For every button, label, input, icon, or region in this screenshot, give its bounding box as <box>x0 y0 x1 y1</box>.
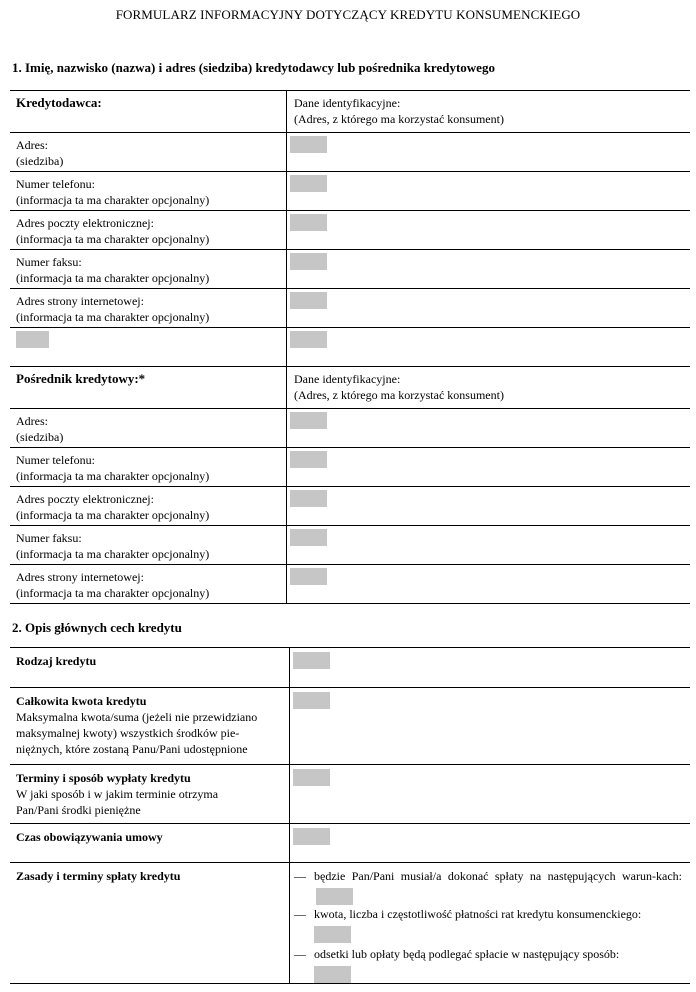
table-row <box>10 172 690 211</box>
dash-bullet: — <box>294 947 306 961</box>
table-row <box>10 824 690 863</box>
contract-duration-field[interactable] <box>293 828 330 845</box>
table-row <box>10 211 690 250</box>
extra-value-field[interactable] <box>290 331 327 348</box>
field-label: Numer faksu: <box>16 255 82 269</box>
repayment-list <box>290 868 690 983</box>
list-item-text: kwota, liczba i częstotliwość płatności rat kredytu konsumenckiego: <box>314 907 642 921</box>
section-1-heading: 1. Imię, nazwisko (nazwa) i adres (siedziba) kredytodawcy lub pośrednika kredytowego <box>12 60 495 75</box>
contract-duration-label: Czas obowiązywania umowy <box>16 830 163 844</box>
field-label: Adres strony internetowej: <box>16 294 144 308</box>
lender-email-field[interactable] <box>290 214 327 231</box>
table-row <box>10 863 690 984</box>
list-item-text: będzie Pan/Pani musiał/a dokonać spłaty na następujących warun-kach: <box>314 869 682 883</box>
id-data-note: (Adres, z którego ma korzystać konsument) <box>294 112 504 126</box>
lender-header-row <box>10 91 690 133</box>
total-amount-desc: Maksymalna kwota/suma (jeżeli nie przewidziano maksymalnej kwoty) wszystkich środków pie-niężnych, które zostaną Panu/Pani udostępnione <box>16 710 258 756</box>
payout-terms-desc: W jaki sposób i w jakim terminie otrzyma Pan/Pani środki pieniężne <box>16 787 219 817</box>
repayment-terms-label: Zasady i terminy spłaty kredytu <box>16 869 181 883</box>
table-row <box>10 487 690 526</box>
field-note: (informacja ta ma charakter opcjonalny) <box>16 193 210 207</box>
list-item <box>290 906 690 943</box>
table-row <box>10 409 690 448</box>
field-note: (informacja ta ma charakter opcjonalny) <box>16 310 210 324</box>
id-data-label: Dane identyfikacyjne: <box>294 96 401 110</box>
table-row <box>10 648 690 688</box>
dash-bullet: — <box>294 907 306 921</box>
field-note: (informacja ta ma charakter opcjonalny) <box>16 469 210 483</box>
table-row <box>10 328 690 367</box>
lender-website-field[interactable] <box>290 292 327 309</box>
field-label: Numer faksu: <box>16 531 82 545</box>
lender-fax-field[interactable] <box>290 253 327 270</box>
field-label: Numer telefonu: <box>16 177 95 191</box>
field-note: (informacja ta ma charakter opcjonalny) <box>16 547 210 561</box>
repayment-conditions-field[interactable] <box>316 888 353 905</box>
table-row <box>10 289 690 328</box>
interest-fees-field[interactable] <box>314 966 351 983</box>
lender-address-field[interactable] <box>290 136 327 153</box>
field-note: (informacja ta ma charakter opcjonalny) <box>16 232 210 246</box>
total-amount-field[interactable] <box>293 692 330 709</box>
field-label: Numer telefonu: <box>16 453 95 467</box>
table-row <box>10 765 690 824</box>
credit-type-label: Rodzaj kredytu <box>16 654 97 668</box>
intermediary-header-row <box>10 367 690 409</box>
intermediary-phone-field[interactable] <box>290 451 327 468</box>
field-label: Adres: <box>16 138 48 152</box>
intermediary-label: Pośrednik kredytowy:* <box>16 371 146 386</box>
payout-terms-field[interactable] <box>293 769 330 786</box>
intermediary-email-field[interactable] <box>290 490 327 507</box>
extra-label-field[interactable] <box>16 331 49 348</box>
field-note: (informacja ta ma charakter opcjonalny) <box>16 508 210 522</box>
credit-features-table <box>10 647 690 984</box>
field-note: (siedziba) <box>16 154 64 168</box>
field-note: (siedziba) <box>16 430 64 444</box>
field-label: Adres strony internetowej: <box>16 570 144 584</box>
intermediary-website-field[interactable] <box>290 568 327 585</box>
payout-terms-label: Terminy i sposób wypłaty kredytu <box>16 771 191 785</box>
intermediary-fax-field[interactable] <box>290 529 327 546</box>
total-amount-label: Całkowita kwota kredytu <box>16 694 147 708</box>
table-row <box>10 448 690 487</box>
table-row <box>10 526 690 565</box>
intermediary-address-field[interactable] <box>290 412 327 429</box>
id-data-note: (Adres, z którego ma korzystać konsument) <box>294 388 504 402</box>
list-item <box>290 868 690 905</box>
field-note: (informacja ta ma charakter opcjonalny) <box>16 271 210 285</box>
lender-details-table <box>10 90 690 604</box>
section-2-heading: 2. Opis głównych cech kredytu <box>12 620 182 635</box>
table-row <box>10 565 690 604</box>
table-row <box>10 250 690 289</box>
list-item <box>290 946 690 983</box>
field-label: Adres: <box>16 414 48 428</box>
installments-field[interactable] <box>314 926 351 943</box>
field-note: (informacja ta ma charakter opcjonalny) <box>16 586 210 600</box>
id-data-label: Dane identyfikacyjne: <box>294 372 401 386</box>
table-row <box>10 688 690 765</box>
field-label: Adres poczty elektronicznej: <box>16 216 154 230</box>
credit-type-field[interactable] <box>293 652 330 669</box>
dash-bullet: — <box>294 869 306 883</box>
lender-phone-field[interactable] <box>290 175 327 192</box>
field-label: Adres poczty elektronicznej: <box>16 492 154 506</box>
list-item-text: odsetki lub opłaty będą podlegać spłacie w następujący sposób: <box>314 947 620 961</box>
lender-label: Kredytodawca: <box>16 95 102 110</box>
table-row <box>10 133 690 172</box>
form-title: FORMULARZ INFORMACYJNY DOTYCZĄCY KREDYTU KONSUMENCKIEGO <box>115 7 581 22</box>
